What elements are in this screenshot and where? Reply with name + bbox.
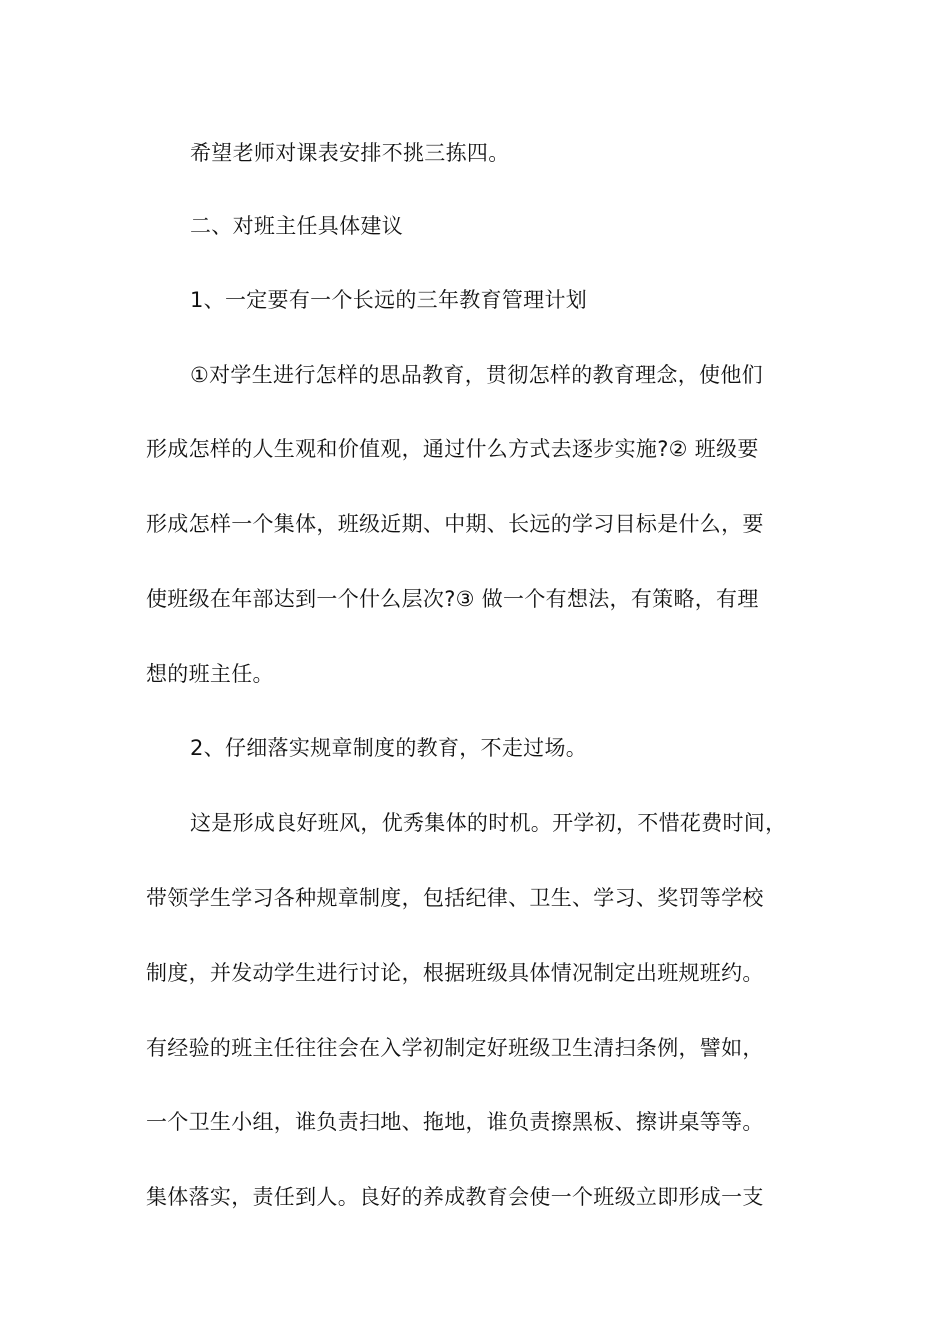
paragraph-line: 希望老师对课表安排不挑三拣四。 — [190, 141, 510, 165]
subsection-heading: 2、仔细落实规章制度的教育，不走过场。 — [190, 736, 588, 760]
paragraph-line: ①对学生进行怎样的思品教育，贯彻怎样的教育理念，使他们 — [190, 363, 763, 387]
paragraph-line: 想的班主任。 — [146, 662, 274, 686]
section-heading: 二、对班主任具体建议 — [190, 214, 403, 238]
paragraph-line: 形成怎样一个集体，班级近期、中期、长远的学习目标是什么，要 — [146, 512, 764, 536]
paragraph-line: 集体落实，责任到人。良好的养成教育会使一个班级立即形成一支 — [146, 1185, 764, 1209]
paragraph-line: 一个卫生小组，谁负责扫地、拖地，谁负责擦黑板、擦讲桌等等。 — [146, 1110, 764, 1134]
paragraph-line: 形成怎样的人生观和价值观，通过什么方式去逐步实施?② 班级要 — [146, 437, 759, 461]
paragraph-line: 使班级在年部达到一个什么层次?③ 做一个有想法，有策略，有理 — [146, 587, 759, 611]
paragraph-line: 这是形成良好班风，优秀集体的时机。开学初，不惜花费时间， — [190, 811, 787, 835]
paragraph-line: 带领学生学习各种规章制度，包括纪律、卫生、学习、奖罚等学校 — [146, 886, 764, 910]
subsection-heading: 1、一定要有一个长远的三年教育管理计划 — [190, 288, 588, 312]
paragraph-line: 有经验的班主任往往会在入学初制定好班级卫生清扫条例，譬如， — [146, 1036, 764, 1060]
paragraph-line: 制度，并发动学生进行讨论，根据班级具体情况制定出班规班约。 — [146, 961, 764, 985]
